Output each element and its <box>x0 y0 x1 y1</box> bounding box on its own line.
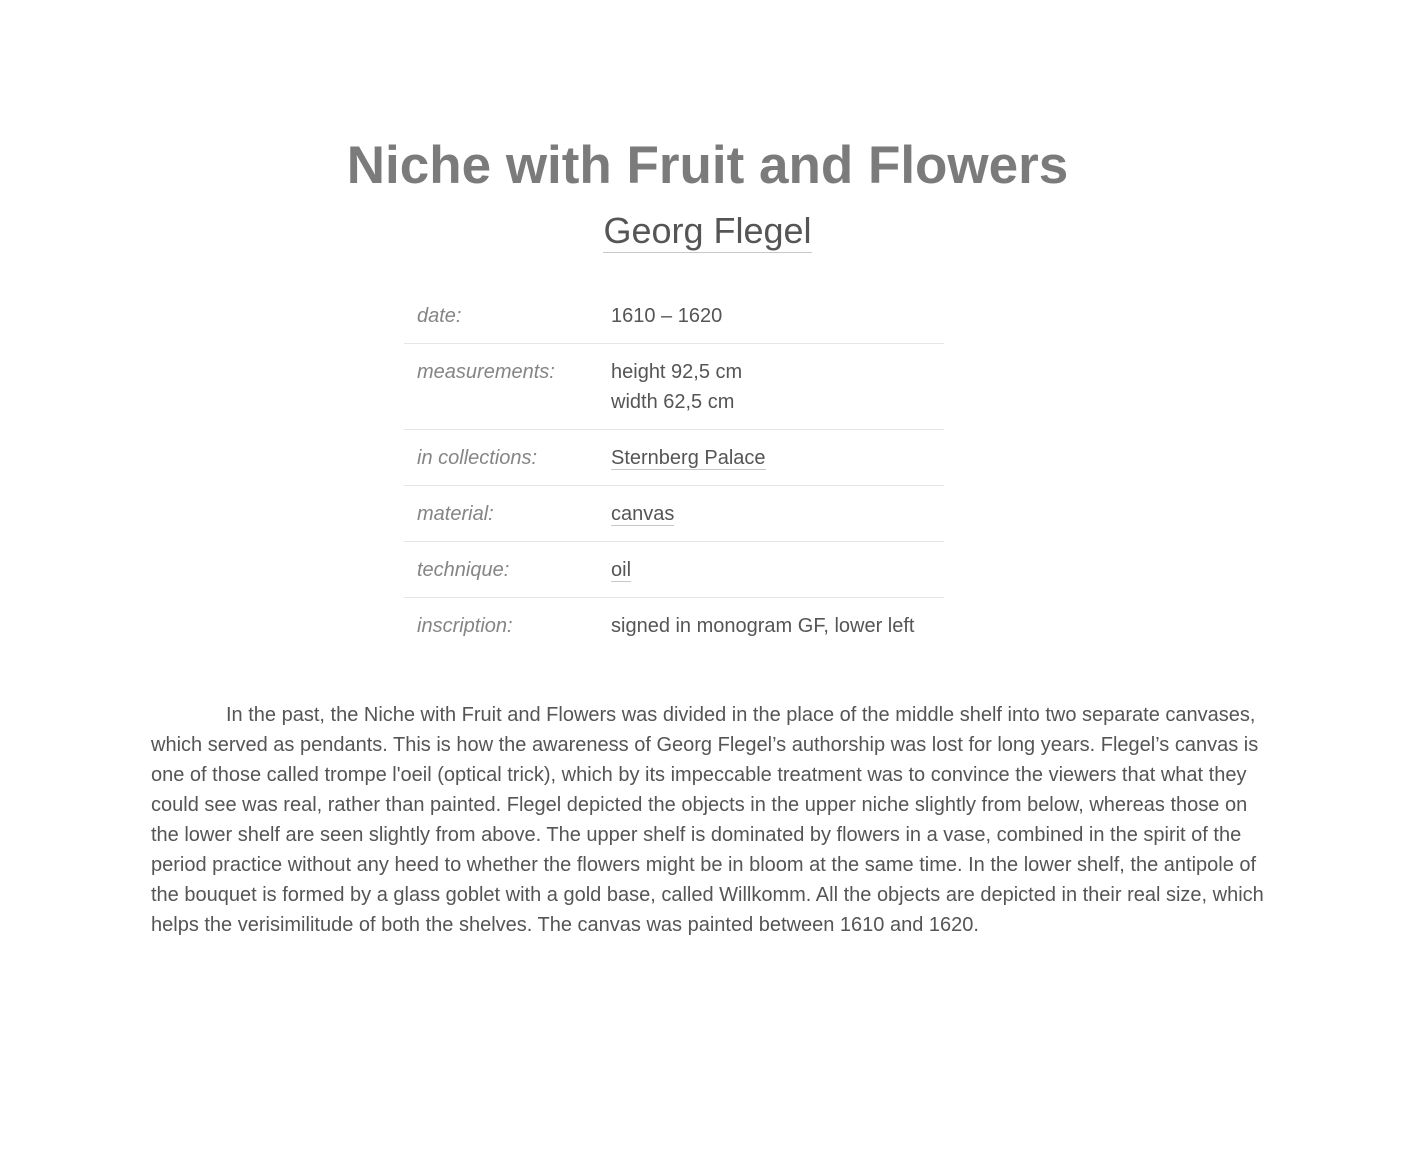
technique-link[interactable]: oil <box>611 559 632 581</box>
artwork-description: In the past, the Niche with Fruit and Flowers was divided in the place of the middle shelf into two separate canvases, which served as pendants. This is how the awareness of Georg Flegel’s authorship was lost for long years. Flegel’s canvas is one of those called trompe l'oeil (optical trick), which by its impeccable treatment was to convince the viewers that what they could see was real, rather than painted. Flegel depicted the objects in the upper niche slightly from below, whereas those on the lower shelf are seen slightly from above. The upper shelf is dominated by flowers in a vase, combined in the spirit of the period practice without any heed to whether the flowers might be in bloom at the same time. In the lower shelf, the antipole of the bouquet is formed by a glass goblet with a gold base, called Willkomm. All the objects are depicted in their real size, which helps the verisimilitude of both the shelves. The canvas was painted between 1610 and 1620. <box>151 704 1264 936</box>
detail-value-inscription: signed in monogram GF, lower left <box>611 615 915 637</box>
detail-label-inscription: inscription: <box>417 615 513 637</box>
detail-row-material <box>404 486 944 542</box>
detail-label-collections: in collections: <box>417 447 538 469</box>
material-link[interactable]: canvas <box>611 503 675 525</box>
detail-value-date: 1610 – 1620 <box>611 305 723 327</box>
artwork-details-table <box>404 288 944 653</box>
detail-row-collections <box>404 430 944 486</box>
artwork-title: Niche with Fruit and Flowers <box>346 136 1069 195</box>
detail-row-inscription <box>404 598 944 654</box>
author-link[interactable]: Georg Flegel <box>603 210 812 251</box>
detail-row-date <box>404 288 944 344</box>
detail-value-measurements <box>611 344 944 430</box>
detail-label-date: date: <box>417 305 462 327</box>
measurement-width: width 62,5 cm <box>611 391 735 413</box>
detail-row-technique <box>404 542 944 598</box>
detail-value-technique <box>611 542 944 598</box>
detail-label-measurements: measurements: <box>417 361 555 383</box>
measurement-height: height 92,5 cm <box>611 361 743 383</box>
detail-value-material <box>611 486 944 542</box>
detail-value-collections <box>611 430 944 486</box>
author-line <box>0 207 1409 263</box>
detail-row-measurements <box>404 344 944 430</box>
detail-label-technique: technique: <box>417 559 510 581</box>
detail-label-material: material: <box>417 503 494 525</box>
collection-link[interactable]: Sternberg Palace <box>611 447 766 469</box>
